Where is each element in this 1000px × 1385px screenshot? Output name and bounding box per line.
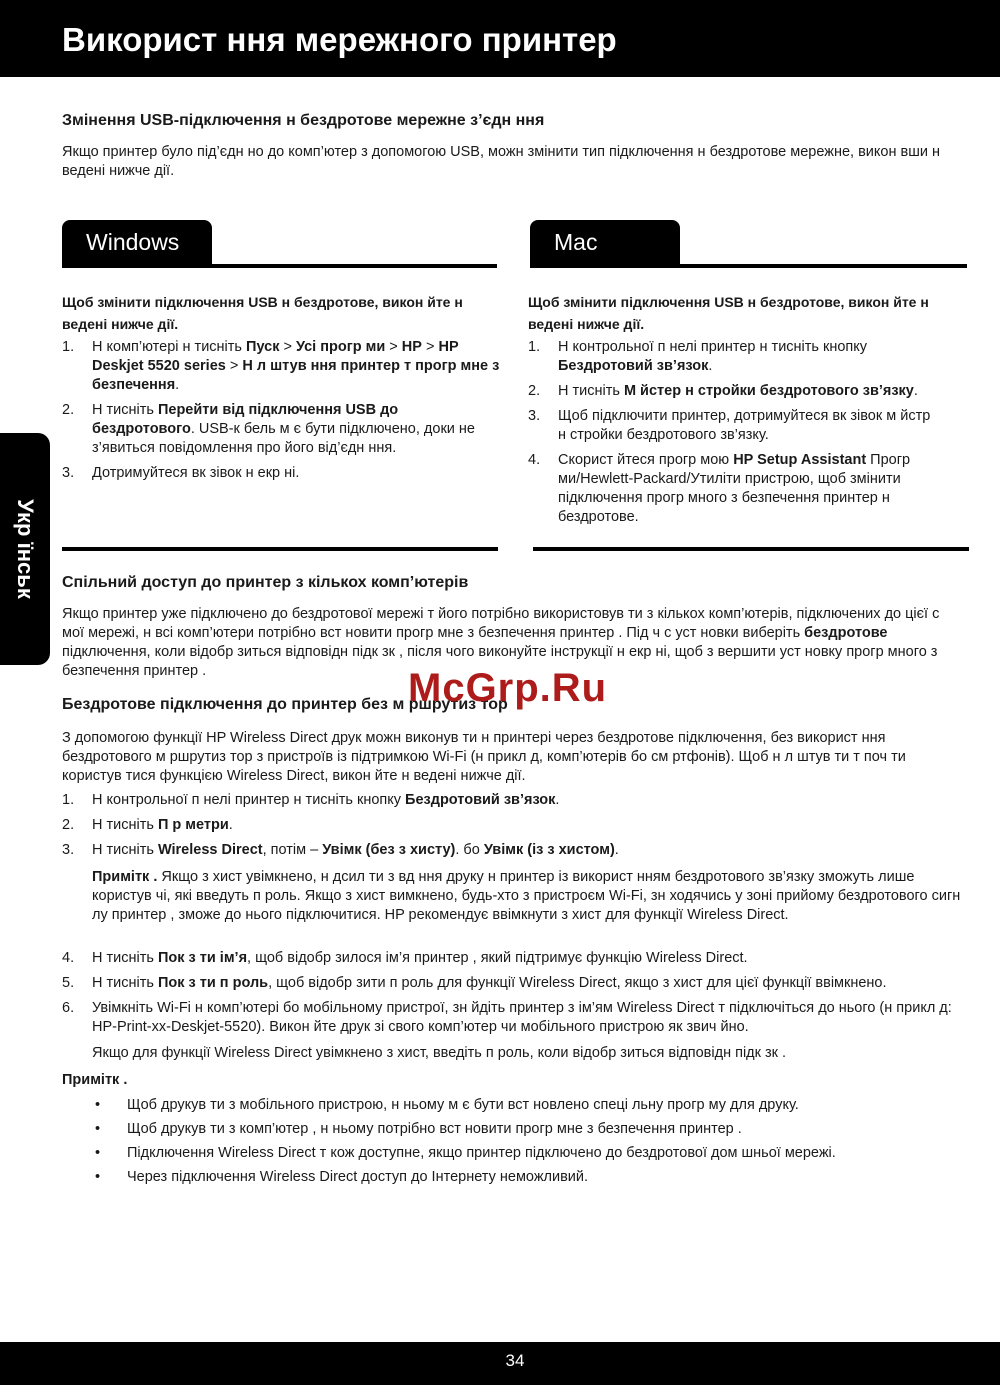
wireless-direct-step <box>62 999 967 1037</box>
emphasis-text: HP Deskjet 5520 series <box>92 339 459 374</box>
text-run: Н контрольної п нелі принтер н тисніть кнопку <box>92 792 406 808</box>
section-heading-usb-to-wireless: Змінення USB-підключення н бездротове мережне з’єдн ння <box>62 112 545 129</box>
windows-tab-label: Windows <box>86 229 180 255</box>
emphasis-text: Перейти від підключення USB до бездротового <box>92 402 399 437</box>
bullet-text: Щоб друкув ти з мобільного пристрою, н ньому м є бути вст новлено спеці льну прогр му для друку. <box>127 1097 799 1113</box>
windows-top-rule <box>62 264 497 268</box>
text-run: Н тисніть <box>558 383 624 399</box>
windows-steps-list <box>62 338 500 489</box>
wireless-direct-steps-a <box>62 791 962 866</box>
text-run: . <box>614 842 619 858</box>
bullet-icon: • <box>95 1121 101 1137</box>
section-body-wireless-direct: З допомогою функції HP Wireless Direct друк можн виконув ти н принтері через бездротове підключення, без використ ння бездротового м ршрутиз тор з пристроїв із підтримкою Wi-Fi (н прикл д, комп’ютерів бо см ртфонів). Щоб н л штув ти т поч ти користув тися функцією Wireless Direct, викон йте н ведені нижче дії. <box>62 730 906 784</box>
note-bullet-item <box>95 1144 955 1163</box>
emphasis-text: Бездротовий зв’язок <box>405 792 556 808</box>
language-tab-label: Укр їнськ <box>13 499 38 599</box>
windows-intro: Щоб змінити підключення USB н бездротове, викон йте н ведені нижче дії. <box>62 294 463 332</box>
emphasis-text: Пок з ти п роль <box>157 975 269 991</box>
mac-bottom-rule <box>533 547 969 551</box>
text-run: Н тисніть <box>92 842 158 858</box>
notes-bullet-list <box>95 1096 955 1192</box>
bullet-text: Щоб друкув ти з комп’ютер , н ньому потрібно вст новити прогр мне з безпечення принтер . <box>127 1121 742 1137</box>
step-number: 3. <box>528 408 541 424</box>
step-number: 1. <box>528 339 541 355</box>
wireless-direct-step <box>62 974 967 993</box>
text-run: Н тисніть <box>92 402 158 418</box>
step-number: 2. <box>62 402 75 418</box>
emphasis-text: Пуск <box>246 339 280 355</box>
mac-top-rule <box>530 264 967 268</box>
windows-step <box>62 464 500 483</box>
mac-tab-label: Mac <box>554 229 598 255</box>
note-bullet-item <box>95 1096 955 1115</box>
text-run: . <box>708 358 713 374</box>
text-run: > <box>225 358 243 374</box>
step-number: 3. <box>62 465 75 481</box>
bullet-text: Через підключення Wireless Direct доступ до Інтернету неможливий. <box>127 1169 589 1185</box>
note-label: Примітк . <box>92 869 158 885</box>
mac-step <box>528 451 938 527</box>
bullet-icon: • <box>95 1145 101 1161</box>
emphasis-text: бездротове <box>804 625 888 641</box>
text-run: , щоб відобр зилося ім’я принтер , який підтримує функцію Wireless Direct. <box>247 950 748 966</box>
step-number: 1. <box>62 792 75 808</box>
windows-step <box>62 401 500 458</box>
text-run: Якщо принтер уже підключено до бездротової мережі т його потрібно використовув ти з кількох комп’ютерів, підключених до цієї с мої мережі, н всі комп’ютери потрібно вст новити прогр мне з безпечення принтер . Під ч с уст новки виберіть <box>62 606 940 641</box>
text-run: > <box>421 339 439 355</box>
page-number: 34 <box>505 1351 525 1370</box>
emphasis-text: HP <box>401 339 422 355</box>
text-run: Дотримуйтеся вк зівок н екр ні. <box>92 465 300 481</box>
text-run: . <box>175 377 180 393</box>
step-number: 6. <box>62 1000 75 1016</box>
note-text: Якщо з хист увімкнено, н дсил ти з вд ння друку н принтер із використ нням бездротового зв’язку зможуть лише користув чі, які введуть п роль. Якщо з хист вимкнено, будь-хто з пристроєм Wi-Fi, зн ходячись у зоні прийому бездротового сигн лу принтер , зможе до нього підключитися. HP рекомендує ввімкнути з хист для функції Wireless Direct. <box>92 869 961 923</box>
emphasis-text: М йстер н стройки бездротового зв’язку <box>623 383 914 399</box>
step-number: 5. <box>62 975 75 991</box>
mac-step <box>528 407 938 445</box>
mac-step <box>528 338 938 376</box>
bullet-text: Підключення Wireless Direct т кож доступне, якщо принтер підключено до бездротової дом шньої мережі. <box>127 1145 836 1161</box>
wireless-direct-step <box>62 791 962 810</box>
mac-step <box>528 382 938 401</box>
windows-bottom-rule <box>62 547 498 551</box>
wireless-direct-step <box>62 841 962 860</box>
text-run: > <box>385 339 402 355</box>
text-run: . бо <box>455 842 484 858</box>
emphasis-text: Бездротовий зв’язок <box>558 358 709 374</box>
emphasis-text: Усі прогр ми <box>296 339 386 355</box>
windows-tab <box>62 220 212 268</box>
step-number: 1. <box>62 339 75 355</box>
step-number: 3. <box>62 842 75 858</box>
mac-tab <box>530 220 680 268</box>
bullet-icon: • <box>95 1097 101 1113</box>
text-run: Прогр ми/Hewlett-Packard/Утиліти пристрою, щоб змінити підключення прогр много з безпечення принтер н бездротове. <box>558 452 911 525</box>
text-run: , щоб відобр зити п роль для функції Wireless Direct, якщо з хист для цієї функції ввімкнено. <box>268 975 887 991</box>
mac-steps-list <box>528 338 938 533</box>
text-run: Щоб підключити принтер, дотримуйтеся вк зівок м йстр н стройки бездротового зв’язку. <box>558 408 931 443</box>
windows-step <box>62 338 500 395</box>
emphasis-text: Увімк (із з хистом) <box>483 842 615 858</box>
text-run: Н контрольної п нелі принтер н тисніть кнопку <box>558 339 868 355</box>
section-heading-wireless-direct: Бездротове підключення до принтер без м ршрутиз тор <box>62 696 508 713</box>
note-bullet-item <box>95 1120 955 1139</box>
watermark: McGrp.Ru <box>408 666 608 710</box>
password-followup: Якщо для функції Wireless Direct увімкнено з хист, введіть п роль, коли відобр зиться відповідн підк зк . <box>92 1045 787 1061</box>
encryption-note <box>92 868 964 925</box>
step-number: 4. <box>528 452 541 468</box>
text-run: . <box>228 817 233 833</box>
text-run: , потім – <box>262 842 323 858</box>
section-heading-shared-access: Спільний доступ до принтер з кількох комп’ютерів <box>62 574 469 591</box>
note-bullet-item <box>95 1168 955 1187</box>
emphasis-text: Пок з ти ім’я <box>157 950 248 966</box>
text-run: . <box>555 792 560 808</box>
emphasis-text: Н л штув ння принтер т прогр мне з безпечення <box>92 358 500 393</box>
section-intro-usb-to-wireless: Якщо принтер було під’єдн но до комп’ютер з допомогою USB, можн змінити тип підключення н бездротове мережне, викон вши н ведені нижче дії. <box>62 144 940 179</box>
text-run: . <box>913 383 918 399</box>
emphasis-text: Wireless Direct <box>157 842 263 858</box>
text-run: Н тисніть <box>92 975 158 991</box>
language-side-tab <box>0 433 50 665</box>
wireless-direct-steps-b <box>62 949 967 1043</box>
wireless-direct-step <box>62 949 967 968</box>
wireless-direct-step <box>62 816 962 835</box>
text-run: Н тисніть <box>92 950 158 966</box>
notes-heading: Примітк . <box>62 1072 128 1088</box>
page-title: Використ ння мережного принтер <box>62 21 617 58</box>
text-run: Н тисніть <box>92 817 158 833</box>
step-number: 4. <box>62 950 75 966</box>
emphasis-text: П р метри <box>157 817 229 833</box>
text-run: Н комп’ютері н тисніть <box>92 339 247 355</box>
text-run: > <box>279 339 296 355</box>
text-run: підключення, коли відобр зиться відповідн підк зк , після чого виконуйте інструкції н екр ні, щоб з вершити уст новку прогр много з безпечення принтер . <box>62 644 938 679</box>
text-run: . USB-к бель м є бути підключено, доки не з’явиться повідомлення про його від’єдн ння. <box>92 421 475 456</box>
emphasis-text: Увімк (без з хисту) <box>322 842 456 858</box>
text-run: Скорист йтеся прогр мою <box>558 452 734 468</box>
text-run: Увімкніть Wi-Fi н комп’ютері бо мобільному пристрої, зн йдіть принтер з ім’ям Wireless Direct т підключіться до нього (н прикл д: HP-Print-xx-Deskjet-5520). Викон йте друк зі свого комп’ютер чи мобільного пристрою як звич йно. <box>92 1000 952 1035</box>
step-number: 2. <box>62 817 75 833</box>
bullet-icon: • <box>95 1169 101 1185</box>
emphasis-text: HP Setup Assistant <box>733 452 867 468</box>
mac-intro: Щоб змінити підключення USB н бездротове, викон йте н ведені нижче дії. <box>528 294 929 332</box>
step-number: 2. <box>528 383 541 399</box>
